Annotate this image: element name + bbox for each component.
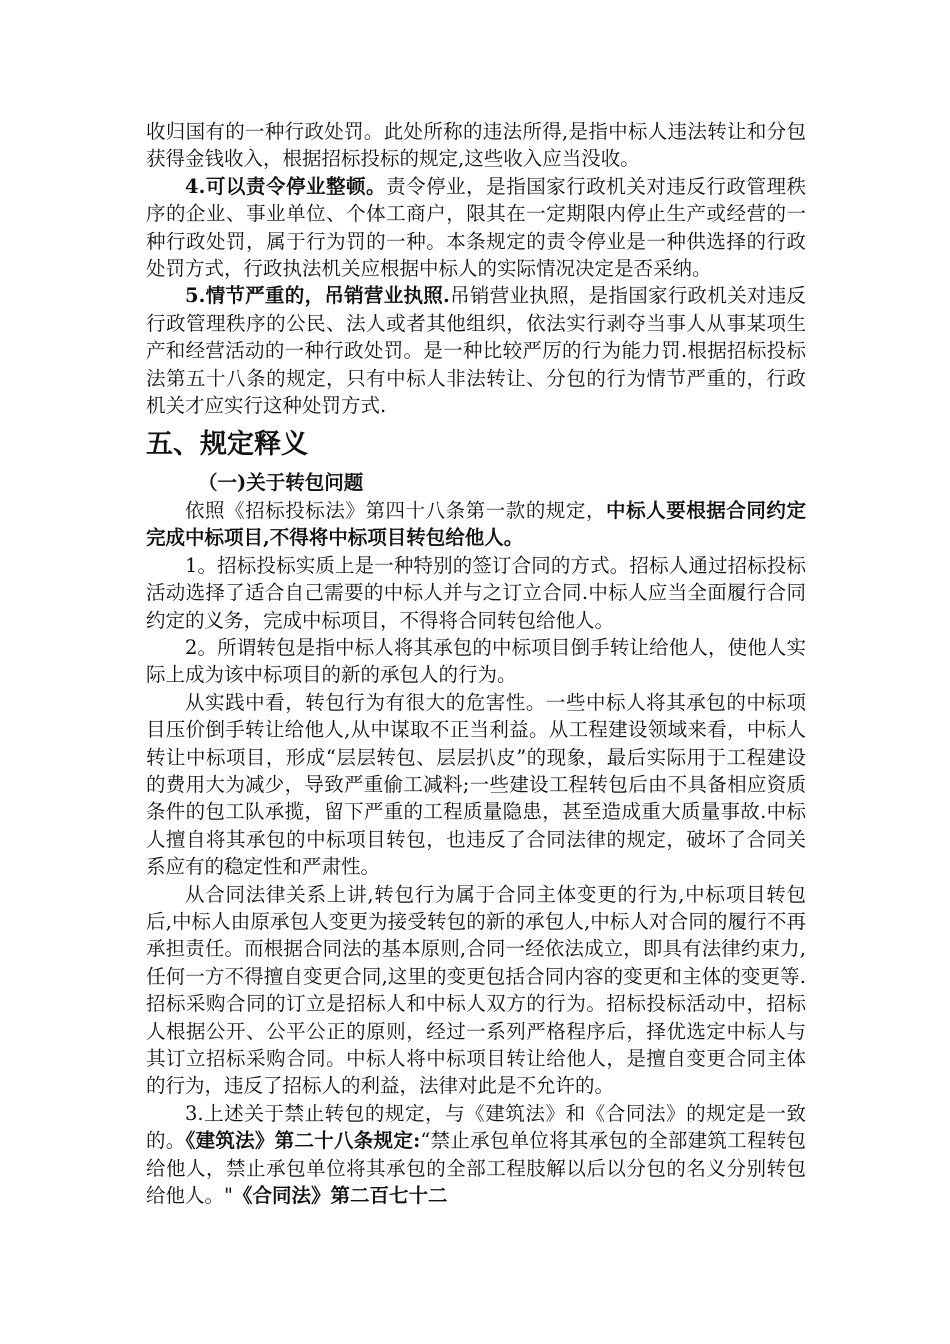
paragraph-8: [146, 881, 806, 1100]
paragraph-9: [146, 1100, 806, 1210]
paragraph-3-text: 吊销营业执照，是指国家行政机关对违反行政管理秩序的公民、法人或者其他组织，依法实行剥夺当事人从事某项生产和经营活动的一种行政处罚。是一种比较严厉的行为能力罚.根据招标投标法第五十八条的规定，只有中标人非法转让、分包的行为情节严重的，行政机关才应实行这种处罚方式.: [146, 284, 806, 418]
paragraph-1-text: 收归国有的一种行政处罚。此处所称的违法所得,是指中标人违法转让和分包获得金钱收入，根据招标投标的规定,这些收入应当没收。: [146, 120, 806, 171]
paragraph-9-text-2: “禁止承包单位将其承包的全部建筑工程转包给他人，禁止承包单位将其承包的全部工程肢解以后以分包的名义分别转包给他人。": [146, 1129, 806, 1208]
paragraph-8-text: 从合同法律关系上讲,转包行为属于合同主体变更的行为,中标项目转包后,中标人由原承包人变更为接受转包的新的承包人,中标人对合同的履行不再承担责任。而根据合同法的基本原则,合同一经依法成立，即具有法律约束力,任何一方不得擅自变更合同,这里的变更包括合同内容的变更和主体的变更等.招标采购合同的订立是招标人和中标人双方的行为。招标投标活动中，招标人根据公开、公平公正的原则，经过一系列严格程序后，择优选定中标人与其订立招标采购合同。中标人将中标项目转让给他人，是擅自变更合同主体的行为，违反了招标人的利益，法律对此是不允许的。: [146, 882, 806, 1098]
paragraph-9-bold-1: 《建筑法》第二十八条规定:: [185, 1129, 421, 1153]
paragraph-7-text: 从实践中看，转包行为有很大的危害性。一些中标人将其承包的中标项目压价倒手转让给他人,从中谋取不正当利益。从工程建设领域来看，中标人转让中标项目，形成“层层转包、层层扒皮”的现象，最后实际用于工程建设的费用大为减少，导致严重偷工减料;一些建设工程转包后由不具备相应资质条件的包工队承揽，留下严重的工程质量隐患，甚至造成重大质量事故.中标人擅自将其承包的中标项目转包，也违反了合同法律的规定，破坏了合同关系应有的稳定性和严肃性。: [146, 690, 806, 879]
paragraph-3: [146, 282, 806, 419]
paragraph-1: [146, 118, 806, 173]
section-heading: 五、规定释义: [146, 429, 308, 461]
paragraph-3-lead: 5.情节严重的，吊销营业执照.: [185, 284, 450, 308]
paragraph-2-text: 责令停业，是指国家行政机关对违反行政管理秩序的企业、事业单位、个体工商户，限其在一定期限内停止生产或经营的一种行政处罚，属于行为罚的一种。本条规定的责令停业是一种供选择的行政处罚方式，行政执法机关应根据中标人的实际情况决定是否采纳。: [146, 174, 806, 281]
paragraph-4: [146, 497, 806, 552]
paragraph-4-text: 依照《招标投标法》第四十八条第一款的规定，: [185, 498, 607, 522]
document-body: [146, 118, 806, 1209]
paragraph-2: [146, 173, 806, 283]
paragraph-7: [146, 689, 806, 881]
paragraph-6-text: 2。所谓转包是指中标人将其承包的中标项目倒手转让给他人，使他人实际上成为该中标项目的新的承包人的行为。: [146, 635, 806, 687]
paragraph-4-bold: 中标人要根据合同约定完成中标项目,不得将中标项目转包给他人。: [146, 498, 806, 550]
paragraph-5: [146, 552, 806, 634]
paragraph-5-text: 1。招标投标实质上是一种特别的签订合同的方式。招标人通过招标投标活动选择了适合自己需要的中标人并与之订立合同.中标人应当全面履行合同约定的义务，完成中标项目，不得将合同转包给他人。: [146, 553, 806, 632]
paragraph-9-bold-2: 《合同法》第二百七十二: [232, 1184, 448, 1208]
paragraph-6: [146, 634, 806, 689]
paragraph-2-lead: 4.可以责令停业整顿。: [185, 174, 387, 198]
subsection-heading: （一)关于转包问题: [198, 471, 364, 495]
paragraph-9-text-1: 3.上述关于禁止转包的规定，与《建筑法》和《合同法》的规定是一致的。: [146, 1101, 806, 1153]
